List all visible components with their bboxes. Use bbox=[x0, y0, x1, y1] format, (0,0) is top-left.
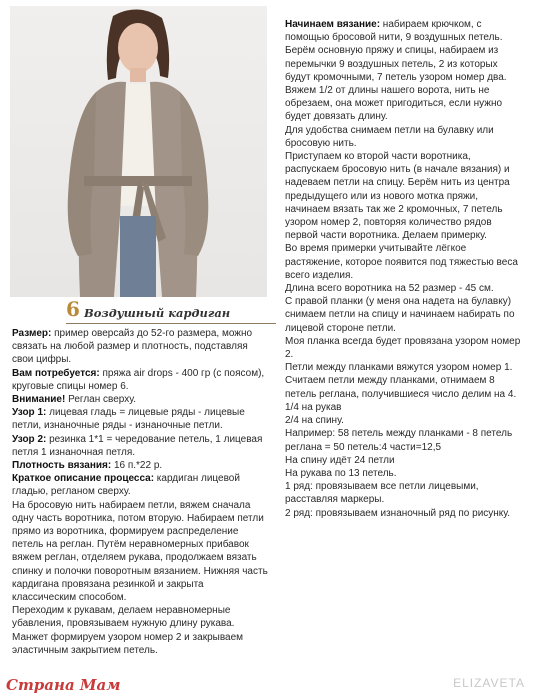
site-watermark: Страна Мам bbox=[6, 676, 121, 694]
paragraph: 2/4 на спину. bbox=[285, 415, 344, 427]
paragraph: На спину идёт 24 петли bbox=[285, 454, 395, 466]
paragraph: Плотность вязания: 16 п.*22 р. bbox=[12, 460, 163, 472]
paragraph: С правой планки (у меня она надета на булавку) снимаем петли на спицу и начинаем набирать по лицевой стороне петли. bbox=[285, 296, 515, 334]
paragraph: Приступаем ко второй части воротника, распускаем бросовую нить (в начале вязания) и надеваем петли на спицу. Берём нить из центра предыдущего или из нового мотка пряжи, начинаем вязать так же 2 кромочных, 7 петель узором номер 2, повторяя количество рядов первой части воротника. Делаем примерку. bbox=[285, 151, 510, 242]
paragraph: Вам потребуется: пряжа air drops - 400 гр (с поясом), круговые спицы номер 6. bbox=[12, 367, 265, 392]
paragraph: Размер: пример оверсайз до 52-го размера, можно связать на любой размер и плотность, подставляя свои цифры. bbox=[12, 328, 253, 366]
paragraph: На рукава по 13 петель. bbox=[285, 467, 397, 479]
paragraph: Длина всего воротника на 52 размер - 45 см. bbox=[285, 283, 494, 295]
right-column-text bbox=[285, 18, 525, 520]
product-photo bbox=[10, 6, 267, 297]
paragraph: Петли между планками вяжутся узором номер 1. Считаем петли между планками, отнимаем 8 петель реглана, получившиеся число делим на 4. bbox=[285, 362, 517, 400]
paragraph: Переходим к рукавам, делаем неравномерные убавления, провязываем нужную длину рукава. Манжет формируем узором номер 2 и закрываем эластичным закрытием петель. bbox=[12, 605, 244, 656]
left-column-text bbox=[12, 327, 270, 657]
paragraph: Для удобства снимаем петли на булавку или бросовую нить. bbox=[285, 124, 494, 149]
paragraph: Узор 1: лицевая гладь = лицевые ряды - лицевые петли, изнаночные ряды - изнаночные петли. bbox=[12, 407, 245, 432]
paragraph: Начинаем вязание: набираем крючком, с помощью бросовой нити, 9 воздушных петель. Берём основную пряжу и спицы, набираем из перемычки 9 воздушных петель, 2 из которых будут кромочными, 7 петель узором номер два. Вяжем 1/2 от длины нашего ворота, нить не обрезаем, она может пригодиться, если нужно будет довязать длину. bbox=[285, 19, 507, 123]
author-watermark: ELIZAVETA bbox=[453, 676, 525, 690]
paragraph: Моя планка всегда будет провязана узором номер 2. bbox=[285, 335, 521, 361]
paragraph: Во время примерки учитывайте лёгкое растяжение, которое появится под тяжестью веса всего изделия. bbox=[285, 243, 518, 281]
paragraph: Например: 58 петель между планками - 8 петель реглана = 50 петель:4 части=12,5 bbox=[285, 428, 513, 453]
paragraph: Узор 2: резинка 1*1 = чередование петель, 1 лицевая петля 1 изнаночная петля. bbox=[12, 433, 263, 458]
paragraph: 1/4 на рукав bbox=[285, 401, 342, 413]
paragraph: Внимание! Реглан сверху. bbox=[12, 394, 137, 406]
cardigan-model-illustration bbox=[10, 6, 267, 297]
pattern-number: 6 bbox=[66, 297, 80, 321]
paragraph: 2 ряд: провязываем изнаночный ряд по рисунку. bbox=[285, 507, 511, 519]
pattern-title bbox=[66, 299, 276, 325]
paragraph: 1 ряд: провязываем все петли лицевыми, расставляя маркеры. bbox=[285, 481, 479, 506]
paragraph: Краткое описание процесса: кардиган лицевой гладью, регланом сверху. bbox=[12, 473, 240, 498]
pattern-name: Воздушный кардиган bbox=[84, 306, 231, 320]
title-divider bbox=[66, 323, 276, 324]
paragraph: На бросовую нить набираем петли, вяжем сначала одну часть воротника, потом вторую. Набираем петли прямо из воротника, формируем распределение петель на реглан. Путём неравномерных прибавок вяжем реглан, отделяем рукава, продолжаем вязать спинку и полочки поворотным вязанием. Нижняя часть кардигана провязана резинкой и закрыта классическим способом. bbox=[12, 499, 268, 604]
